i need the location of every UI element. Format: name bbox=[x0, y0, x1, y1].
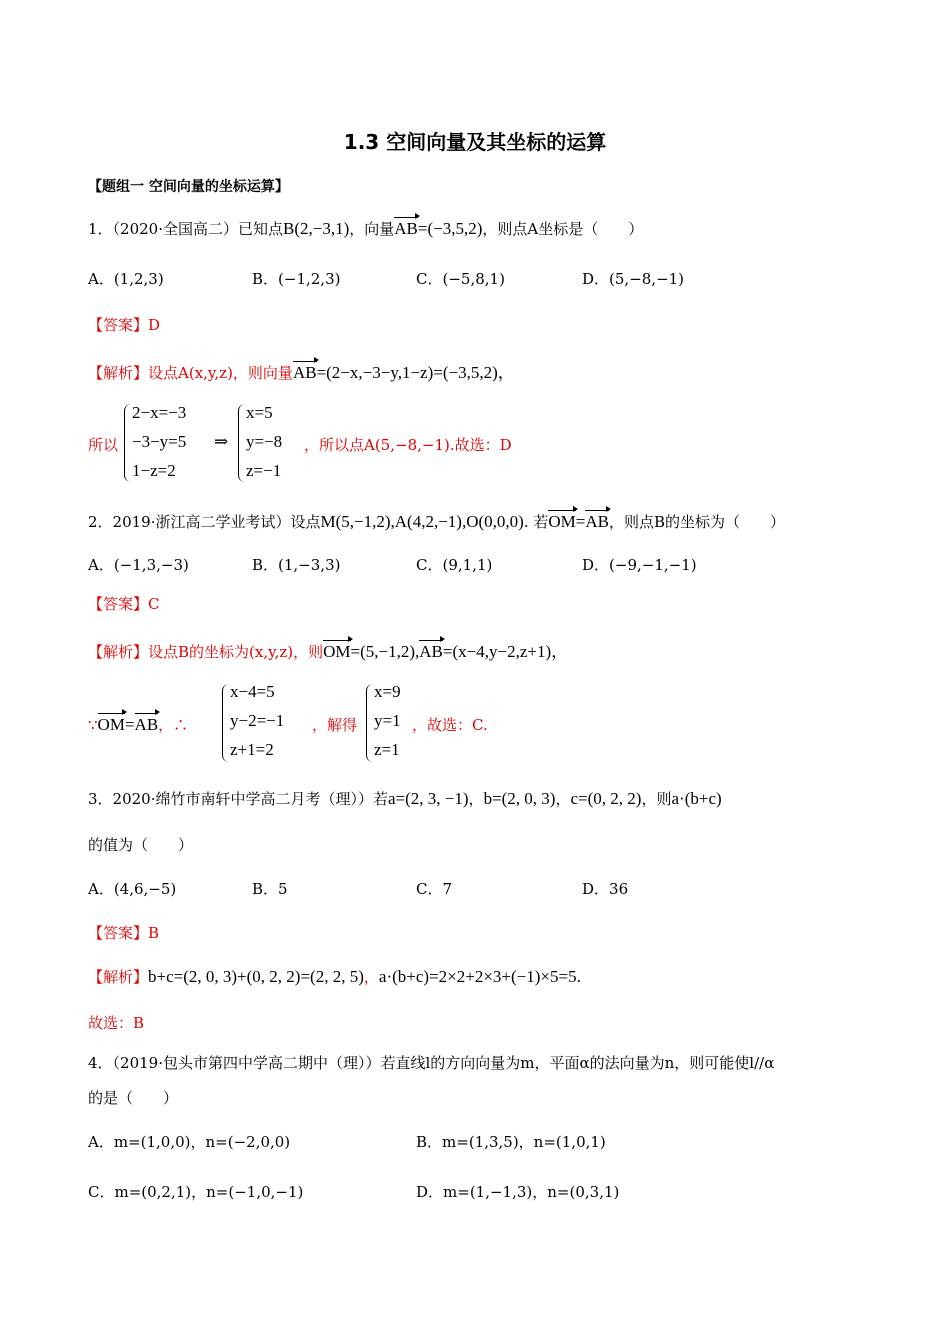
q2-system2-line3: z=1 bbox=[374, 740, 400, 759]
q2-option-d: D．(−9,−1,−1) bbox=[582, 556, 697, 574]
q2-because-vector-om: OM bbox=[97, 715, 125, 734]
q2-because-line bbox=[88, 714, 188, 735]
q2-analysis-vector-om: OM bbox=[323, 642, 351, 661]
q3-analysis: 【解析】b+c=(2, 0, 3)+(0, 2, 2)=(2, 2, 5)，a·(b+c)=2×2+2×3+(−1)×5=5. bbox=[88, 967, 581, 986]
q3-vector-a: a=(2, 3, −1) bbox=[388, 789, 469, 808]
q1-analysis bbox=[88, 358, 515, 383]
q2-option-c: C．(9,1,1) bbox=[416, 556, 493, 574]
q3-vector-b: b=(2, 0, 3) bbox=[483, 789, 556, 808]
q2-system2-brace bbox=[366, 684, 373, 762]
q1-system2-line1: x=5 bbox=[246, 403, 273, 422]
q4-option-a: A．m=(1,0,0)，n=(−2,0,0) bbox=[88, 1133, 291, 1151]
q2-equals: = bbox=[575, 512, 586, 531]
q3-option-b: B．5 bbox=[252, 880, 288, 898]
q2-conclusion: ，故选：C. bbox=[412, 716, 488, 734]
q3-option-c: C．7 bbox=[416, 880, 453, 898]
q2-analysis-post: =(x−4,y−2,z+1)， bbox=[442, 642, 569, 661]
q2-option-b: B．(1,−3,3) bbox=[252, 556, 341, 574]
q2-stem-mid: . 若 bbox=[523, 513, 549, 531]
q4-stem-line2: 的是（ ） bbox=[88, 1089, 179, 1107]
q2-answer: 【答案】C bbox=[88, 595, 160, 613]
q3-answer: 【答案】B bbox=[88, 924, 160, 942]
q1-option-a: A．(1,2,3) bbox=[88, 270, 164, 288]
q1-conclusion: ，所以点A(5,−8,−1).故选：D bbox=[304, 436, 512, 454]
q3-stem-post: ，则 bbox=[641, 790, 672, 808]
q1-analysis-pre: 设点A(x,y,z)，则向量 bbox=[148, 364, 293, 382]
q2-option-a: A．(−1,3,−3) bbox=[88, 556, 189, 574]
q2-system2-line1: x=9 bbox=[374, 682, 401, 701]
q3-analysis-label: 【解析】 bbox=[88, 968, 149, 986]
q4-option-d: D．m=(1,−1,3)，n=(0,3,1) bbox=[416, 1183, 620, 1201]
q3-stem-line2: 的值为（ ） bbox=[88, 836, 194, 854]
q2-system1-line3: z+1=2 bbox=[230, 740, 274, 759]
q3-option-a: A．(4,6,−5) bbox=[88, 880, 177, 898]
q3-vector-c: c=(0, 2, 2) bbox=[570, 789, 642, 808]
q3-stem-pre: 3．2020·绵竹市南轩中学高二月考（理））若 bbox=[88, 790, 388, 808]
q2-system1-brace bbox=[222, 684, 229, 762]
q1-analysis-label: 【解析】 bbox=[88, 364, 149, 382]
q1-implies: ⇒ bbox=[214, 432, 229, 451]
q2-stem bbox=[88, 511, 785, 532]
q1-so-label: 所以 bbox=[88, 436, 119, 454]
q1-system1-line1: 2−x=−3 bbox=[132, 403, 187, 422]
q1-stem-mid: ，向量 bbox=[349, 220, 395, 238]
q2-solve-label: ，解得 bbox=[312, 716, 358, 734]
q1-option-d: D．(5,−8,−1) bbox=[582, 270, 685, 288]
q2-because: ∵ bbox=[88, 716, 98, 734]
q2-because-vector-ab: AB bbox=[134, 715, 159, 734]
q2-stem-post: ，则点B的坐标为（ ） bbox=[608, 513, 786, 531]
q2-therefore: ，∴ bbox=[158, 716, 189, 734]
q2-system1-line2: y−2=−1 bbox=[230, 711, 285, 730]
q3-expression: a·(b+c) bbox=[671, 789, 722, 808]
q1-system2-line2: y=−8 bbox=[246, 432, 283, 451]
q3-stem: 3．2020·绵竹市南轩中学高二月考（理））若a=(2, 3, −1)，b=(2, 0, 3)，c=(0, 2, 2)，则a·(b+c) bbox=[88, 789, 722, 808]
q1-option-b: B．(−1,2,3) bbox=[252, 270, 341, 288]
q2-system2-line2: y=1 bbox=[374, 711, 401, 730]
q1-system1-line2: −3−y=5 bbox=[132, 432, 187, 451]
q2-because-equals: = bbox=[124, 715, 135, 734]
q1-system1-brace bbox=[124, 404, 131, 482]
q2-analysis bbox=[88, 637, 568, 662]
q1-stem bbox=[88, 218, 643, 239]
q3-analysis-sum: b+c=(2, 0, 3)+(0, 2, 2)=(2, 2, 5) bbox=[148, 967, 364, 986]
q2-analysis-label: 【解析】 bbox=[88, 643, 149, 661]
q1-stem-post: ，则点A坐标是（ ） bbox=[482, 220, 644, 238]
q1-analysis-vector: AB bbox=[292, 363, 317, 382]
q2-analysis-vector-ab: AB bbox=[419, 642, 443, 661]
q1-system2-line3: z=−1 bbox=[246, 461, 282, 480]
q2-points: M(5,−1,2),A(4,2,−1),O(0,0,0) bbox=[320, 512, 524, 531]
q1-vector-ab: AB bbox=[394, 219, 418, 238]
q2-analysis-mid: =(5,−1,2), bbox=[350, 642, 420, 661]
q3-analysis-product: a·(b+c)=2×2+2×3+(−1)×5=5. bbox=[378, 967, 581, 986]
page-title: 1.3 空间向量及其坐标的运算 bbox=[343, 130, 607, 154]
q1-answer: 【答案】D bbox=[88, 316, 161, 334]
q1-point-b: B(2,−3,1) bbox=[283, 219, 350, 238]
q4-option-c: C．m=(0,2,1)，n=(−1,0,−1) bbox=[88, 1183, 304, 1201]
q1-stem-pre: 1．（2020·全国高二）已知点 bbox=[88, 220, 283, 238]
q1-vector-value: =(−3,5,2) bbox=[417, 219, 483, 238]
q2-vector-ab: AB bbox=[585, 512, 609, 531]
q4-stem: 4．（2019·包头市第四中学高二期中（理））若直线l的方向向量为m，平面α的法向量为n，则可能使l//α bbox=[88, 1054, 775, 1072]
q2-stem-pre: 2．2019·浙江高二学业考试）设点 bbox=[88, 513, 321, 531]
q2-system1-line1: x−4=5 bbox=[230, 682, 275, 701]
q3-conclusion: 故选：B bbox=[88, 1014, 145, 1032]
q3-option-d: D．36 bbox=[582, 880, 629, 898]
q1-system2-brace bbox=[238, 404, 245, 482]
q2-analysis-pre: 设点B的坐标为(x,y,z)，则 bbox=[148, 643, 324, 661]
q4-option-b: B．m=(1,3,5)，n=(1,0,1) bbox=[416, 1133, 606, 1151]
q1-system1-line3: 1−z=2 bbox=[132, 461, 176, 480]
section-heading: 【题组一 空间向量的坐标运算】 bbox=[88, 179, 289, 195]
q1-option-c: C．(−5,8,1) bbox=[416, 270, 505, 288]
q2-vector-om: OM bbox=[548, 512, 576, 531]
q1-analysis-equation: =(2−x,−3−y,1−z)=(−3,5,2)， bbox=[316, 363, 515, 382]
